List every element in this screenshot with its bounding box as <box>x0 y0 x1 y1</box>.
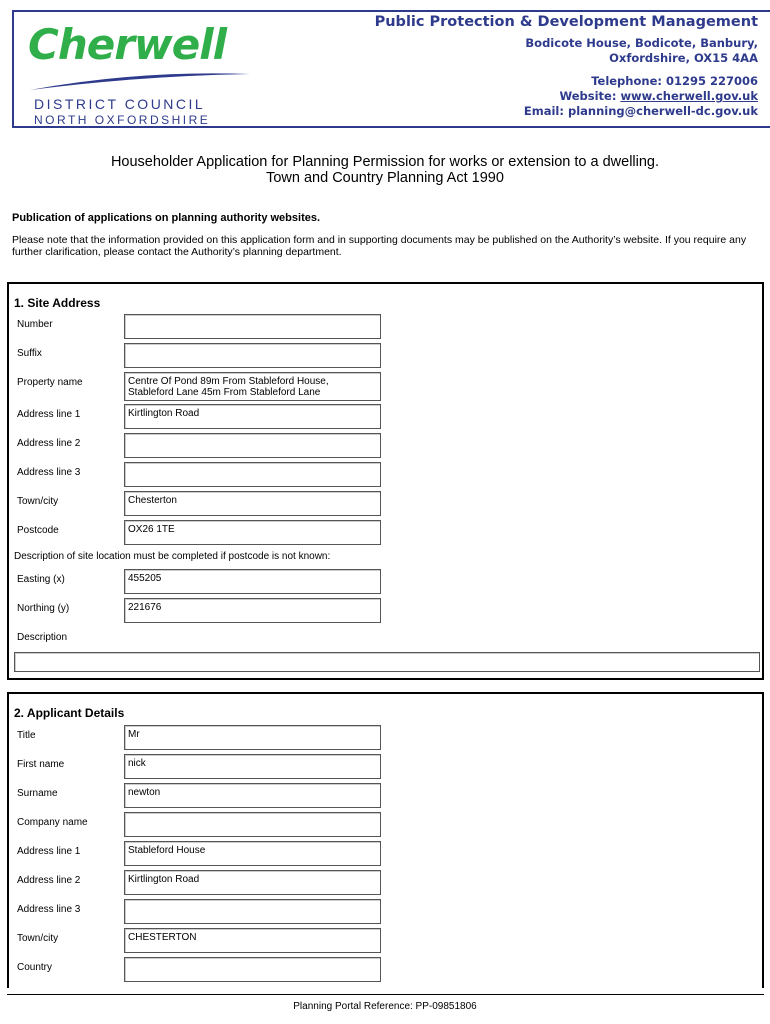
easting-field[interactable]: 455205 <box>124 569 381 594</box>
applicant-address-line-3-field[interactable] <box>124 899 381 924</box>
form-title <box>0 154 770 186</box>
email[interactable]: Email: planning@cherwell-dc.gov.uk <box>523 104 758 118</box>
telephone: Telephone: 01295 227006 <box>591 74 758 88</box>
contact-block <box>375 14 758 119</box>
field-label: Company name <box>17 817 88 828</box>
postcode-field[interactable]: OX26 1TE <box>124 520 381 545</box>
field-label: Suffix <box>17 348 42 359</box>
letterhead <box>12 10 770 128</box>
suffix-field[interactable] <box>124 343 381 368</box>
field-label: Postcode <box>17 525 59 536</box>
field-label: Address line 3 <box>17 467 81 478</box>
section-heading: 2. Applicant Details <box>14 706 125 720</box>
applicant-address-line-2-field[interactable]: Kirtlington Road <box>124 870 381 895</box>
northing-field[interactable]: 221676 <box>124 598 381 623</box>
field-label: Number <box>17 319 53 330</box>
form-title-line-2: Town and Country Planning Act 1990 <box>266 170 504 186</box>
logo-swoosh-icon <box>28 70 253 92</box>
title-field[interactable]: Mr <box>124 725 381 750</box>
field-label: Northing (y) <box>17 603 70 614</box>
description-field[interactable] <box>14 652 760 672</box>
department-name: Public Protection & Development Management <box>374 14 758 30</box>
website-link[interactable]: www.cherwell.gov.uk <box>620 89 758 103</box>
applicant-address-line-1-field[interactable]: Stableford House <box>124 841 381 866</box>
field-label: Easting (x) <box>17 574 65 585</box>
website-label: Website: <box>559 89 621 103</box>
surname-field[interactable]: newton <box>124 783 381 808</box>
council-logo <box>28 20 258 128</box>
field-label: First name <box>17 759 65 770</box>
town-city-field[interactable]: Chesterton <box>124 491 381 516</box>
field-label: Country <box>17 962 53 973</box>
property-name-field[interactable]: Centre Of Pond 89m From Stableford House, Stableford Lane 45m From Stableford Lane <box>124 372 381 401</box>
portal-reference: Planning Portal Reference: PP-09851806 <box>293 1001 477 1012</box>
address-line-1-field[interactable]: Kirtlington Road <box>124 404 381 429</box>
address-line-2-field[interactable] <box>124 433 381 458</box>
field-label: Address line 3 <box>17 904 81 915</box>
first-name-field[interactable]: nick <box>124 754 381 779</box>
logo-wordmark: Cherwell <box>28 20 227 69</box>
applicant-town-city-field[interactable]: CHESTERTON <box>124 928 381 953</box>
address-line-3-field[interactable] <box>124 462 381 487</box>
company-name-field[interactable] <box>124 812 381 837</box>
field-label: Town/city <box>17 496 59 507</box>
field-label: Address line 2 <box>17 438 81 449</box>
form-title-line-1: Householder Application for Planning Permission for works or extension to a dwelling. <box>110 154 660 170</box>
field-label: Address line 1 <box>17 846 81 857</box>
field-label: Address line 2 <box>17 875 81 886</box>
field-label: Title <box>17 730 36 741</box>
address-line-1: Bodicote House, Bodicote, Banbury, <box>525 36 758 50</box>
field-label: Town/city <box>17 933 59 944</box>
publication-heading: Publication of applications on planning authority websites. <box>12 212 321 224</box>
site-address-section <box>7 282 764 680</box>
address-line-2: Oxfordshire, OX15 4AA <box>609 51 758 65</box>
publication-text: Please note that the information provided on this application form and in supporting documents may be published on the Authority’s website. If you require any further clarification, please contact the Authority’s planning department. <box>12 234 747 258</box>
field-label: Surname <box>17 788 58 799</box>
logo-north-oxfordshire: NORTH OXFORDSHIRE <box>34 113 211 127</box>
field-label: Property name <box>17 377 83 388</box>
number-field[interactable] <box>124 314 381 339</box>
location-note: Description of site location must be completed if postcode is not known: <box>14 551 331 562</box>
section-heading: 1. Site Address <box>14 296 101 310</box>
field-label: Description <box>17 632 68 643</box>
field-label: Address line 1 <box>17 409 81 420</box>
logo-district-council: DISTRICT COUNCIL <box>34 96 206 112</box>
applicant-details-section <box>7 692 764 988</box>
website-row <box>375 89 758 104</box>
footer-divider <box>7 994 764 995</box>
country-field[interactable] <box>124 957 381 982</box>
